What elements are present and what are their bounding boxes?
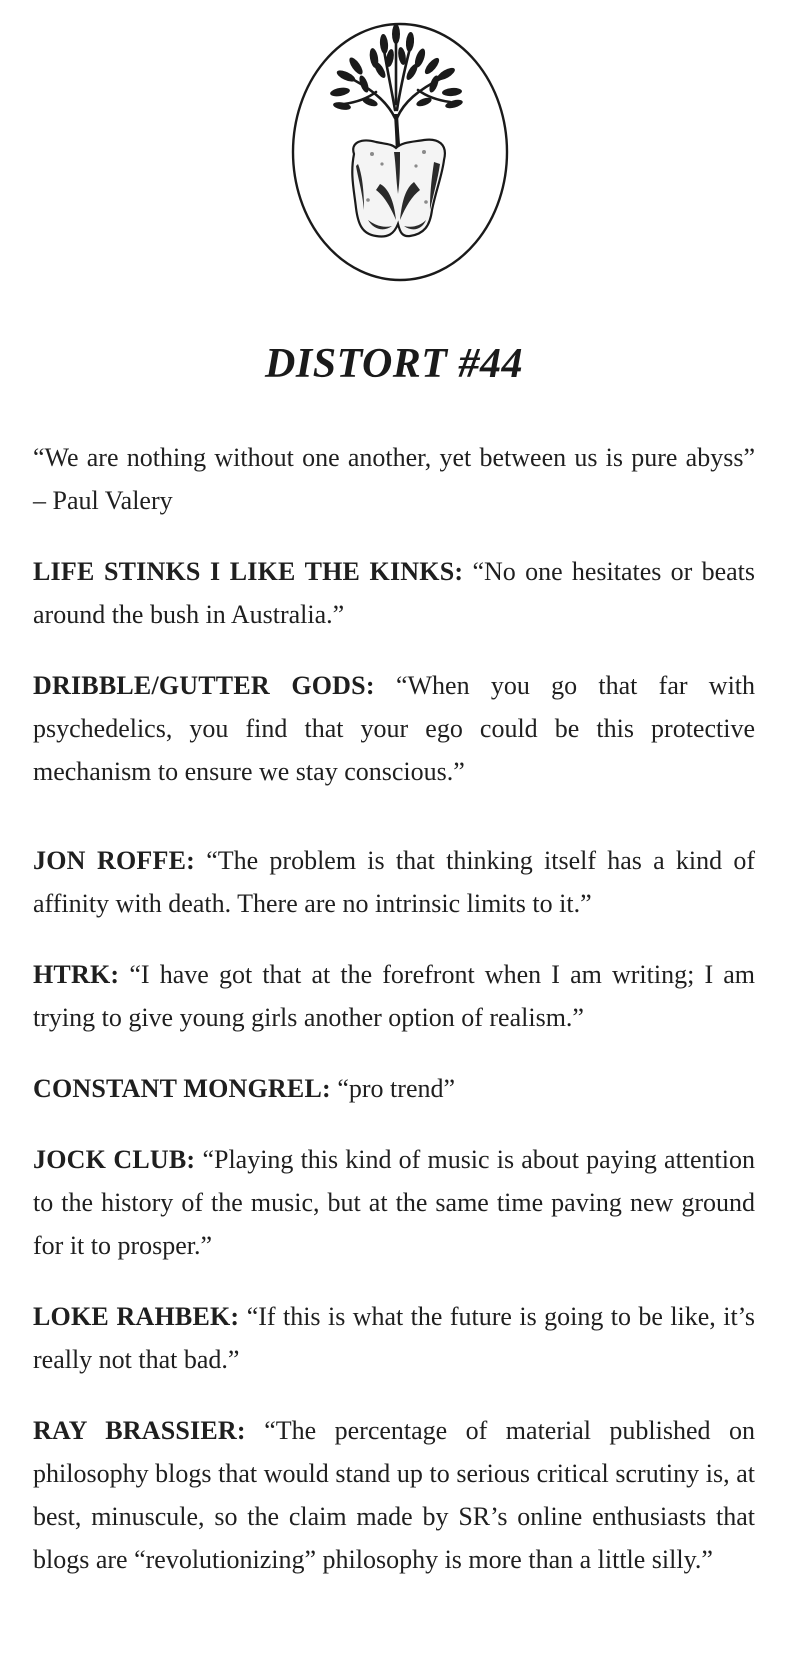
quote-paragraph xyxy=(33,953,755,1039)
quote-text: “When you go that far with psychedelics, you find that your ego could be this protective mechanism to ensure we stay conscious.” xyxy=(33,671,756,786)
quote-paragraph xyxy=(33,1067,755,1110)
quote-text: “pro trend” xyxy=(337,1074,456,1103)
quote-paragraph xyxy=(33,1409,755,1581)
quote-text: “I have got that at the forefront when I am writing; I am trying to give young girls another option of realism.” xyxy=(33,960,756,1032)
quote-paragraph xyxy=(33,550,755,636)
quote-text: “The problem is that thinking itself has a kind of affinity with death. There are no intrinsic limits to it.” xyxy=(33,846,755,918)
quote-paragraph xyxy=(33,839,755,925)
speaker-name: RAY BRASSIER: xyxy=(33,1416,246,1445)
quote-paragraph xyxy=(33,1295,755,1381)
quote-text: “No one hesitates or beats around the bush in Australia.” xyxy=(33,557,755,629)
quote-paragraph xyxy=(33,664,755,793)
speaker-name: LOKE RAHBEK: xyxy=(33,1302,240,1331)
article-body xyxy=(33,436,755,1609)
speaker-name: DRIBBLE/GUTTER GODS: xyxy=(33,671,375,700)
quote-text: “Playing this kind of music is about paying attention to the history of the music, but at the same time paving new ground for it to prosper.” xyxy=(33,1145,756,1260)
page-title: DISTORT #44 xyxy=(265,341,523,387)
epigraph: “We are nothing without one another, yet between us is pure abyss” – Paul Valery xyxy=(33,443,755,515)
speaker-name: JOCK CLUB: xyxy=(33,1145,196,1174)
quote-text: “If this is what the future is going to be like, it’s really not that bad.” xyxy=(33,1302,756,1374)
logo xyxy=(284,14,516,290)
tree-in-torso-emblem-icon xyxy=(284,14,516,290)
speaker-name: HTRK: xyxy=(33,960,120,989)
quote-text: “The percentage of material published on philosophy blogs that would stand up to serious critical scrutiny is, at best, minuscule, so the claim made by SR’s online enthusiasts that blogs are “revolutionizing” philosophy is more than a little silly.” xyxy=(33,1416,755,1574)
quote-paragraph xyxy=(33,1138,755,1267)
speaker-name: JON ROFFE: xyxy=(33,846,195,875)
speaker-name: CONSTANT MONGREL: xyxy=(33,1074,331,1103)
speaker-name: LIFE STINKS I LIKE THE KINKS: xyxy=(33,557,464,586)
